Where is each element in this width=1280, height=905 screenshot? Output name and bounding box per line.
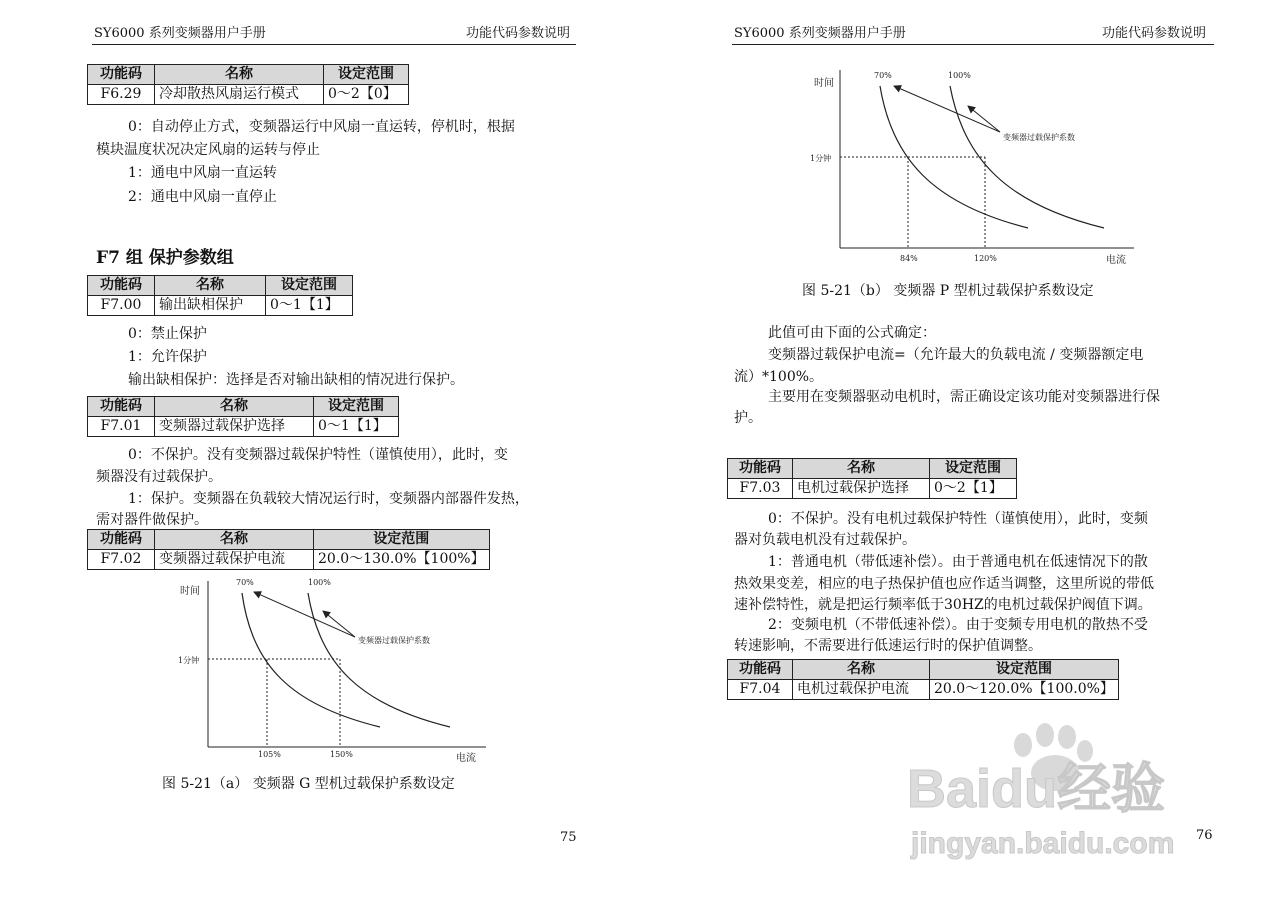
page-number: 76 xyxy=(1196,828,1213,843)
th-name: 名称 xyxy=(793,459,930,479)
text-line: 0：不保护。没有变频器过载保护特性（谨慎使用），此时，变 xyxy=(128,447,508,463)
x-tick-2: 150% xyxy=(330,750,353,759)
param-table-f701 xyxy=(87,396,399,437)
text-line: 频器没有过载保护。 xyxy=(96,469,222,485)
param-range: 0～1【1】 xyxy=(314,417,399,437)
param-name: 冷却散热风扇运行模式 xyxy=(155,85,324,105)
text-line: 0：禁止保护 xyxy=(128,326,207,342)
param-range: 0～2【0】 xyxy=(324,85,409,105)
param-name: 电机过载保护选择 xyxy=(793,479,930,499)
annotation-label: 变频器过载保护系数 xyxy=(358,636,430,645)
th-code: 功能码 xyxy=(88,530,155,550)
curve-100 xyxy=(308,593,450,727)
th-name: 名称 xyxy=(155,65,324,85)
th-range: 设定范围 xyxy=(930,660,1119,680)
header-divider xyxy=(92,44,576,45)
figure-caption: 图 5-21（a） 变频器 G 型机过载保护系数设定 xyxy=(162,776,455,792)
param-table-f702 xyxy=(87,529,490,570)
text-line: 器对负载电机没有过载保护。 xyxy=(734,532,916,548)
curve2-label: 100% xyxy=(308,578,331,587)
text-line: 护。 xyxy=(734,410,762,426)
text-line: 2：通电中风扇一直停止 xyxy=(128,189,277,205)
curve-70 xyxy=(242,593,380,727)
text-line: 速补偿特性，就是把运行频率低于30HZ的电机过载保护阀值下调。 xyxy=(734,597,1152,613)
y-axis-label: 时间 xyxy=(814,78,834,89)
param-range: 20.0～120.0%【100.0%】 xyxy=(930,680,1119,700)
text-line: 此值可由下面的公式确定： xyxy=(768,325,936,341)
text-line: 主要用在变频器驱动电机时，需正确设定该功能对变频器进行保 xyxy=(768,389,1160,405)
baidu-jingyan-watermark xyxy=(905,715,1235,865)
th-code: 功能码 xyxy=(728,459,793,479)
watermark-url-text: jingyan.baidu.com xyxy=(911,827,1175,860)
y-tick-1min: 1分钟 xyxy=(810,154,832,163)
th-range: 设定范围 xyxy=(266,276,353,296)
curve1-label: 70% xyxy=(236,578,254,587)
x-axis-label: 电流 xyxy=(1106,255,1126,266)
param-table-f704 xyxy=(727,659,1119,700)
pointer-arrow-1 xyxy=(894,86,1000,132)
text-line: 变频器过载保护电流=（允许最大的负载电流 / 变频器额定电 xyxy=(768,347,1144,363)
section-heading: F7 组 保护参数组 xyxy=(96,248,234,268)
header-manual-title: SY6000 系列变频器用户手册 xyxy=(734,26,906,41)
param-code: F7.04 xyxy=(728,680,793,700)
param-range: 20.0～130.0%【100%】 xyxy=(314,550,490,570)
text-line: 0：不保护。没有电机过载保护特性（谨慎使用），此时，变频 xyxy=(768,511,1148,527)
param-code: F7.00 xyxy=(88,296,155,316)
th-range: 设定范围 xyxy=(314,397,399,417)
param-range: 0～2【1】 xyxy=(930,479,1017,499)
x-tick-1: 84% xyxy=(900,254,918,263)
header-section-title: 功能代码参数说明 xyxy=(1102,26,1207,41)
text-line: 热效果变差，相应的电子热保护值也应作适当调整，这里所说的带低 xyxy=(734,576,1154,592)
th-code: 功能码 xyxy=(88,397,155,417)
param-table-f700 xyxy=(87,275,353,316)
text-line: 1：通电中风扇一直运转 xyxy=(128,165,277,181)
text-line: 输出缺相保护：选择是否对输出缺相的情况进行保护。 xyxy=(128,372,464,388)
param-code: F7.02 xyxy=(88,550,155,570)
th-code: 功能码 xyxy=(88,65,155,85)
pointer-arrow-2 xyxy=(968,106,1000,132)
text-line: 流）*100%。 xyxy=(734,369,824,385)
param-range: 0～1【1】 xyxy=(266,296,353,316)
param-table-f703 xyxy=(727,458,1017,499)
text-line: 0：自动停止方式，变频器运行中风扇一直运转，停机时，根据 xyxy=(128,119,515,135)
curve2-label: 100% xyxy=(948,71,971,80)
text-line: 1：允许保护 xyxy=(128,349,207,365)
th-range: 设定范围 xyxy=(314,530,490,550)
figure-caption: 图 5-21（b） 变频器 P 型机过载保护系数设定 xyxy=(802,283,1094,299)
pointer-arrow-2 xyxy=(323,611,355,637)
text-line: 1：保护。变频器在负载较大情况运行时，变频器内部器件发热， xyxy=(128,491,529,507)
text-line: 2：变频电机（不带低速补偿）。由于变频专用电机的散热不受 xyxy=(768,617,1148,633)
param-name: 变频器过载保护电流 xyxy=(155,550,314,570)
figure-overload-curve-p xyxy=(808,64,1148,269)
param-name: 输出缺相保护 xyxy=(155,296,266,316)
header-section-title: 功能代码参数说明 xyxy=(466,26,571,41)
pointer-arrow-1 xyxy=(254,592,355,637)
text-line: 转速影响，不需要进行低速运行时的保护值调整。 xyxy=(734,638,1042,654)
header-manual-title: SY6000 系列变频器用户手册 xyxy=(94,26,266,41)
param-code: F6.29 xyxy=(88,85,155,105)
text-line: 1：普通电机（带低速补偿）。由于普通电机在低速情况下的散 xyxy=(768,554,1148,570)
param-name: 变频器过载保护选择 xyxy=(155,417,314,437)
watermark-logo-text: Baidu经验 xyxy=(907,759,1166,819)
text-line: 模块温度状况决定风扇的运转与停止 xyxy=(96,142,320,158)
param-code: F7.01 xyxy=(88,417,155,437)
figure-overload-curve-g xyxy=(170,575,500,770)
x-tick-2: 120% xyxy=(974,254,997,263)
text-line: 需对器件做保护。 xyxy=(96,512,208,528)
x-tick-1: 105% xyxy=(258,750,281,759)
th-name: 名称 xyxy=(155,530,314,550)
th-range: 设定范围 xyxy=(324,65,409,85)
th-name: 名称 xyxy=(155,276,266,296)
y-axis-label: 时间 xyxy=(180,586,200,597)
param-table-f629 xyxy=(87,64,409,105)
th-code: 功能码 xyxy=(88,276,155,296)
param-name: 电机过载保护电流 xyxy=(793,680,930,700)
header-divider xyxy=(732,44,1214,45)
param-code: F7.03 xyxy=(728,479,793,499)
th-name: 名称 xyxy=(155,397,314,417)
th-code: 功能码 xyxy=(728,660,793,680)
x-axis-label: 电流 xyxy=(456,753,476,764)
page-number: 75 xyxy=(560,830,577,845)
th-range: 设定范围 xyxy=(930,459,1017,479)
annotation-label: 变频器过载保护系数 xyxy=(1003,133,1075,142)
th-name: 名称 xyxy=(793,660,930,680)
curve1-label: 70% xyxy=(874,71,892,80)
y-tick-1min: 1分钟 xyxy=(178,656,200,665)
